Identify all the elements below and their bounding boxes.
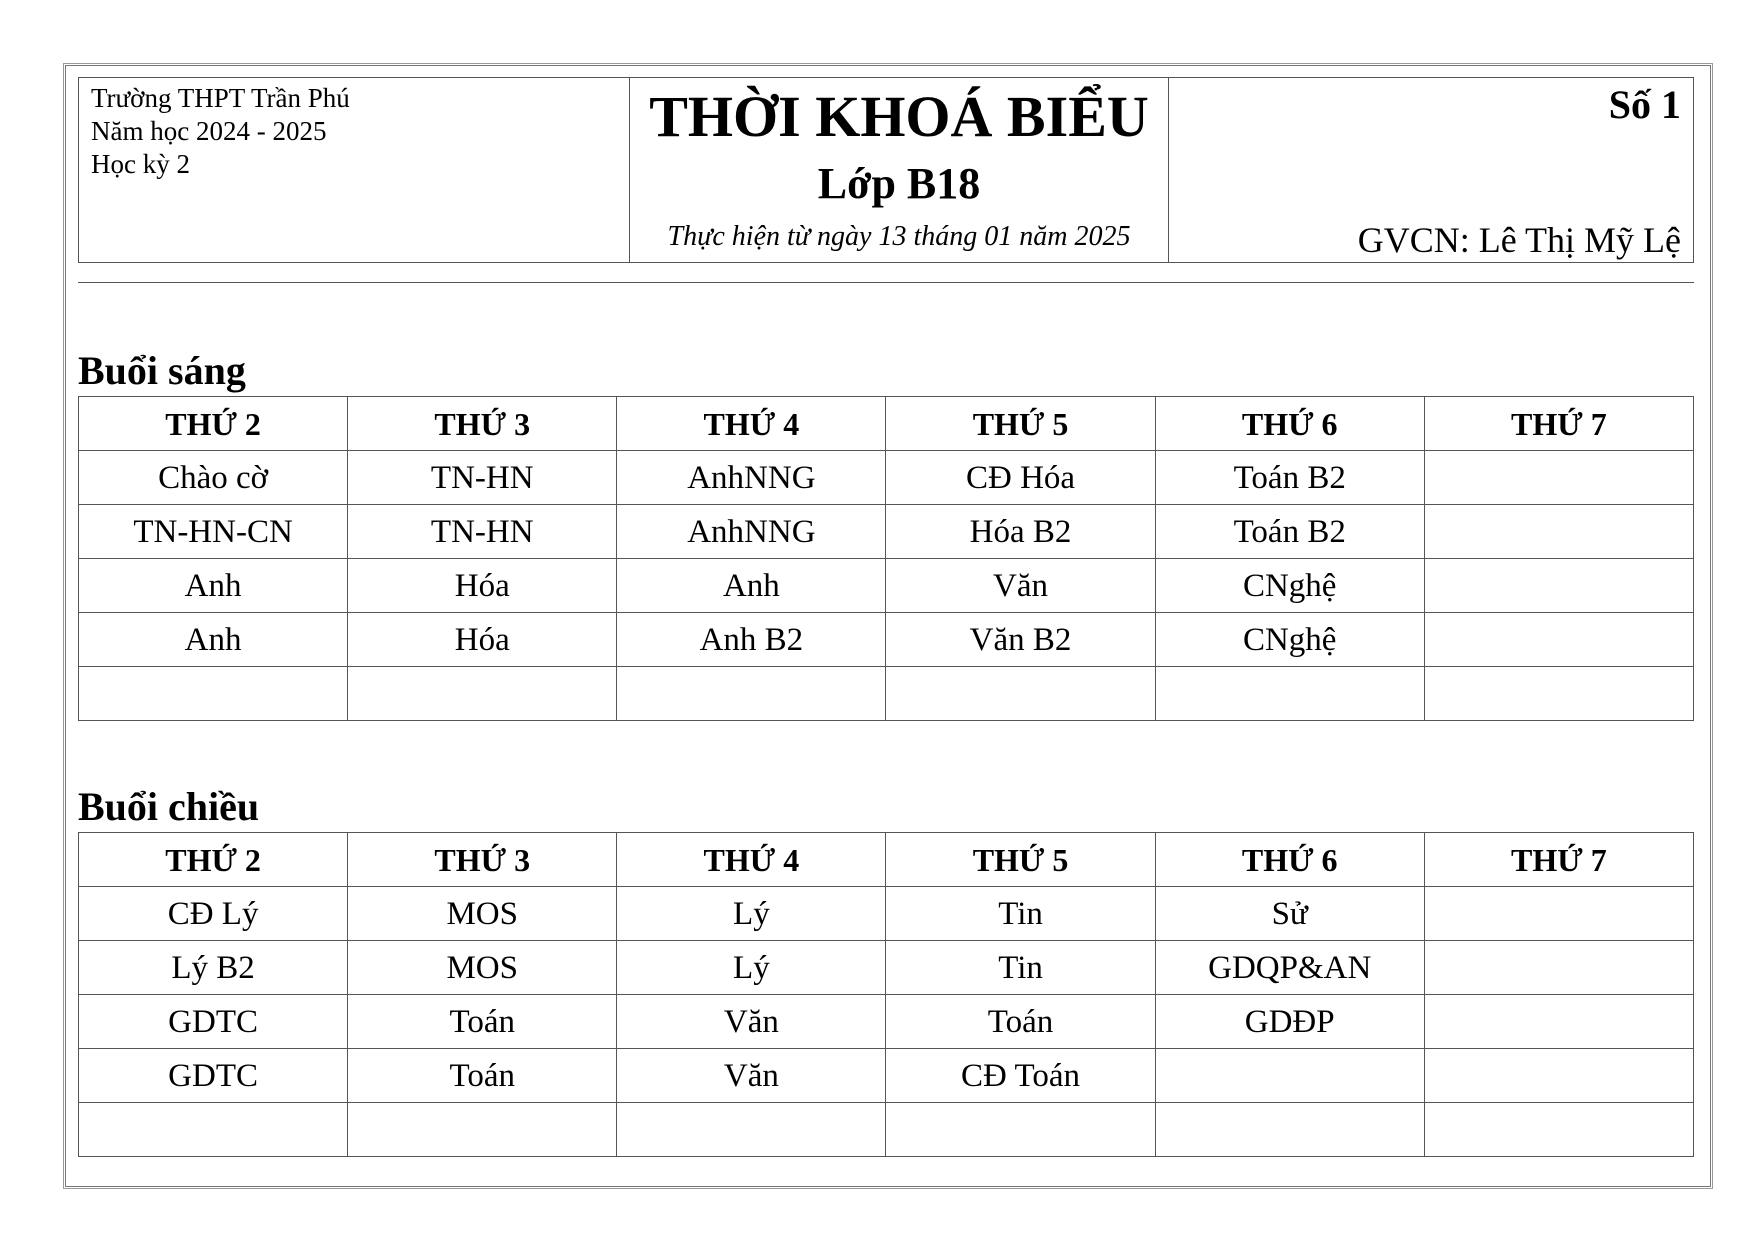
afternoon-schedule-table	[78, 832, 1694, 1157]
subject-cell: Văn	[617, 995, 886, 1049]
day-header-row	[79, 833, 1694, 887]
subject-cell	[1424, 559, 1693, 613]
day-header: THỨ 3	[348, 397, 617, 451]
subject-cell: Toán B2	[1155, 505, 1424, 559]
period-row	[79, 667, 1694, 721]
subject-cell	[1424, 995, 1693, 1049]
subject-cell: Toán B2	[1155, 451, 1424, 505]
subject-cell: Văn	[617, 1049, 886, 1103]
subject-cell: TN-HN	[348, 451, 617, 505]
subject-cell: CNghệ	[1155, 559, 1424, 613]
title-block	[630, 78, 1169, 263]
subject-cell: CNghệ	[1155, 613, 1424, 667]
subject-cell: Lý B2	[79, 941, 348, 995]
subject-cell: AnhNNG	[617, 505, 886, 559]
subject-cell: Anh	[79, 559, 348, 613]
subject-cell: GDQP&AN	[1155, 941, 1424, 995]
sheet-info	[1169, 78, 1694, 263]
subject-cell	[1424, 887, 1693, 941]
subject-cell	[886, 1103, 1155, 1157]
subject-cell	[1424, 451, 1693, 505]
subject-cell: Sử	[1155, 887, 1424, 941]
subject-cell	[1424, 505, 1693, 559]
period-row	[79, 1049, 1694, 1103]
school-info	[79, 78, 630, 263]
subject-cell: Tin	[886, 887, 1155, 941]
period-row	[79, 613, 1694, 667]
subject-cell: Lý	[617, 887, 886, 941]
subject-cell	[1155, 1049, 1424, 1103]
subject-cell: CĐ Hóa	[886, 451, 1155, 505]
school-year: Năm học 2024 - 2025	[91, 116, 327, 146]
day-header: THỨ 3	[348, 833, 617, 887]
period-row	[79, 941, 1694, 995]
subject-cell	[1155, 667, 1424, 721]
subject-cell	[348, 1103, 617, 1157]
subject-cell: Toán	[348, 1049, 617, 1103]
afternoon-section-title: Buổi chiều	[78, 784, 260, 829]
subject-cell	[886, 667, 1155, 721]
subject-cell: Hóa	[348, 613, 617, 667]
sheet-number: Số 1	[1608, 82, 1681, 127]
period-row	[79, 451, 1694, 505]
subject-cell: Chào cờ	[79, 451, 348, 505]
subject-cell	[1424, 1049, 1693, 1103]
day-header: THỨ 6	[1155, 397, 1424, 451]
subject-cell: Anh B2	[617, 613, 886, 667]
subject-cell: Lý	[617, 941, 886, 995]
subject-cell: TN-HN	[348, 505, 617, 559]
subject-cell: AnhNNG	[617, 451, 886, 505]
subject-cell: Toán	[886, 995, 1155, 1049]
subject-cell	[1424, 941, 1693, 995]
subject-cell: Tin	[886, 941, 1155, 995]
period-row	[79, 505, 1694, 559]
subject-cell	[79, 667, 348, 721]
period-row	[79, 559, 1694, 613]
effective-date: Thực hiện từ ngày 13 tháng 01 năm 2025	[667, 221, 1131, 252]
day-header: THỨ 6	[1155, 833, 1424, 887]
subject-cell: GDTC	[79, 995, 348, 1049]
subject-cell: GDĐP	[1155, 995, 1424, 1049]
school-name: Trường THPT Trần Phú	[91, 83, 350, 113]
subject-cell	[1424, 667, 1693, 721]
semester: Học kỳ 2	[91, 149, 190, 179]
day-header: THỨ 5	[886, 397, 1155, 451]
subject-cell: GDTC	[79, 1049, 348, 1103]
day-header: THỨ 5	[886, 833, 1155, 887]
subject-cell	[1424, 613, 1693, 667]
subject-cell	[617, 1103, 886, 1157]
subject-cell: Hóa	[348, 559, 617, 613]
subject-cell: TN-HN-CN	[79, 505, 348, 559]
subject-cell	[79, 1103, 348, 1157]
subject-cell: Hóa B2	[886, 505, 1155, 559]
day-header-row	[79, 397, 1694, 451]
header-divider	[78, 282, 1694, 283]
page-title: THỜI KHOÁ BIỂU	[649, 84, 1149, 149]
day-header: THỨ 4	[617, 397, 886, 451]
day-header: THỨ 7	[1424, 397, 1693, 451]
subject-cell	[1155, 1103, 1424, 1157]
subject-cell: Toán	[348, 995, 617, 1049]
subject-cell: CĐ Lý	[79, 887, 348, 941]
day-header: THỨ 7	[1424, 833, 1693, 887]
period-row	[79, 887, 1694, 941]
subject-cell: MOS	[348, 887, 617, 941]
subject-cell: Anh	[617, 559, 886, 613]
subject-cell	[1424, 1103, 1693, 1157]
subject-cell: Văn B2	[886, 613, 1155, 667]
timetable-header	[78, 77, 1694, 263]
subject-cell: Văn	[886, 559, 1155, 613]
period-row	[79, 995, 1694, 1049]
subject-cell	[617, 667, 886, 721]
subject-cell	[348, 667, 617, 721]
subject-cell: CĐ Toán	[886, 1049, 1155, 1103]
subject-cell: MOS	[348, 941, 617, 995]
morning-schedule-table	[78, 396, 1694, 721]
morning-section-title: Buổi sáng	[78, 348, 246, 393]
day-header: THỨ 4	[617, 833, 886, 887]
subject-cell: Anh	[79, 613, 348, 667]
period-row	[79, 1103, 1694, 1157]
day-header: THỨ 2	[79, 397, 348, 451]
class-name: Lớp B18	[817, 159, 981, 208]
day-header: THỨ 2	[79, 833, 348, 887]
homeroom-teacher: GVCN: Lê Thị Mỹ Lệ	[1357, 220, 1681, 260]
